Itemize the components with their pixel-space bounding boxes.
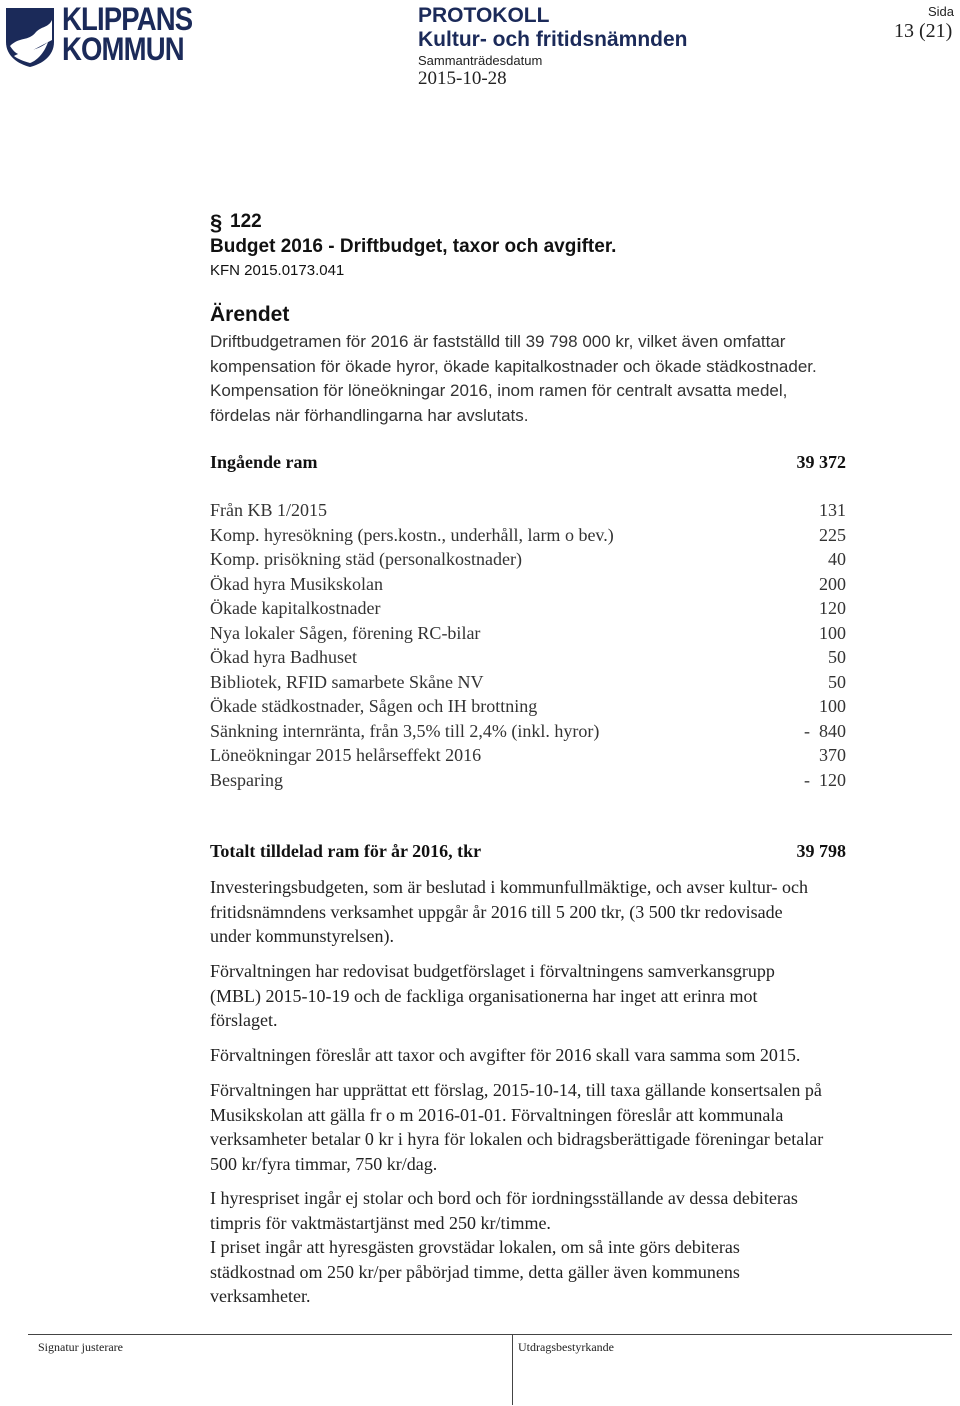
budget-label: Nya lokaler Sågen, förening RC-bilar — [210, 622, 481, 643]
budget-label: Ökade städkostnader, Sågen och IH brottning — [210, 696, 538, 716]
intro-line: Driftbudgetramen för 2016 är fastställd till 39 798 000 kr, vilket även omfattar — [210, 332, 786, 351]
budget-row — [210, 721, 850, 745]
budget-label: Från KB 1/2015 — [210, 500, 327, 520]
investment-paragraph — [210, 875, 940, 949]
rental-terms-paragraph — [210, 1186, 940, 1309]
intro-paragraph — [210, 330, 940, 428]
budget-value: 40 — [828, 549, 846, 569]
budget-label: Sänkning internränta, från 3,5% till 2,4% (inkl. hyror) — [210, 720, 600, 741]
paragraph-line: Förvaltningen har upprättat ett förslag, 2015-10-14, till taxa gällande konsertsalen på — [210, 1080, 822, 1100]
intro-line: fördelas när förhandlingarna har avslutats. — [210, 405, 529, 425]
budget-row — [210, 672, 850, 696]
budget-row — [210, 574, 850, 598]
committee-name: Kultur- och fritidsnämnden — [418, 28, 688, 51]
arendet-heading: Ärendet — [210, 303, 290, 326]
budget-row — [210, 549, 850, 573]
budget-value: 100 — [819, 696, 846, 716]
paragraph-line: (MBL) 2015-10-19 och de fackliga organisationerna har inget att erinra mot — [210, 985, 758, 1006]
budget-value: - 840 — [804, 720, 846, 741]
logo-text-line2: KOMMUN — [62, 31, 184, 67]
budget-row — [210, 598, 850, 622]
budget-label: Ökade kapitalkostnader — [210, 598, 381, 618]
budget-value: 50 — [828, 671, 846, 692]
case-reference: KFN 2015.0173.041 — [210, 262, 345, 279]
budget-label: Ökad hyra Badhuset — [210, 647, 357, 667]
paragraph-line: Förvaltningen föreslår att taxor och avgifter för 2016 skall vara samma som 2015. — [210, 1045, 801, 1065]
budget-value: 225 — [819, 524, 846, 545]
paragraph-line: Musikskolan att gälla fr o m 2016-01-01. Förvaltningen föreslår att kommunala — [210, 1104, 784, 1125]
budget-row — [210, 770, 850, 794]
paragraph-sign: § — [210, 210, 223, 235]
page-label: Sida — [928, 4, 955, 19]
paragraph-line: 500 kr/fyra timmar, 750 kr/dag. — [210, 1153, 438, 1174]
fees-paragraph — [210, 1043, 940, 1068]
paragraph-line: verksamheter. — [210, 1286, 311, 1306]
budget-label: Ökad hyra Musikskolan — [210, 573, 383, 594]
meeting-date: 2015-10-28 — [418, 68, 507, 89]
section-title: Budget 2016 - Driftbudget, taxor och avgifter. — [210, 236, 617, 257]
budget-value: 120 — [819, 598, 846, 618]
budget-row — [210, 500, 850, 524]
budget-label: Komp. hyresökning (pers.kostn., underhåll, larm o bev.) — [210, 524, 614, 545]
budget-total-row — [210, 841, 850, 865]
paragraph-line: Förvaltningen har redovisat budgetförslaget i förvaltningens samverkansgrupp — [210, 961, 775, 981]
intro-line: kompensation för ökade hyror, ökade kapitalkostnader och ökade städkostnader. — [210, 356, 817, 376]
paragraph-line: under kommunstyrelsen). — [210, 926, 394, 946]
municipality-logo — [4, 2, 216, 68]
budget-label: Besparing — [210, 769, 283, 790]
budget-label: Bibliotek, RFID samarbete Skåne NV — [210, 671, 484, 692]
document-type: PROTOKOLL — [418, 4, 550, 27]
budget-value: 50 — [828, 647, 846, 667]
budget-value: 39 372 — [796, 452, 846, 472]
budget-value: 370 — [819, 745, 846, 765]
paragraph-line: städkostnad om 250 kr/per påbörjad timme, detta gäller även kommunens — [210, 1261, 740, 1282]
paragraph-line: I hyrespriset ingår ej stolar och bord och för iordningsställande av dessa debiteras — [210, 1188, 798, 1208]
paragraph-line: timpris för vaktmästartjänst med 250 kr/timme. — [210, 1212, 551, 1233]
section-number: 122 — [230, 211, 262, 232]
budget-value: - 120 — [804, 769, 846, 790]
paragraph-line: Investeringsbudgeten, som är beslutad i kommunfullmäktige, och avser kultur- och — [210, 877, 808, 897]
budget-value: 131 — [819, 500, 846, 520]
budget-label: Komp. prisökning städ (personalkostnader) — [210, 549, 522, 569]
paragraph-line: fritidsnämndens verksamhet uppgår år 2016 till 5 200 tkr, (3 500 tkr redovisade — [210, 901, 783, 922]
meeting-date-label: Sammanträdesdatum — [418, 53, 543, 68]
signature-label: Signatur justerare — [38, 1340, 123, 1354]
budget-total-label: Totalt tilldelad ram för år 2016, tkr — [210, 841, 482, 861]
budget-row — [210, 696, 850, 720]
extract-certification-label: Utdragsbestyrkande — [518, 1340, 614, 1354]
paragraph-line: verksamheter betalar 0 kr i hyra för lokalen och bidragsberättigade föreningar betalar — [210, 1129, 824, 1149]
concert-hall-paragraph — [210, 1078, 940, 1176]
budget-label: Löneökningar 2015 helårseffekt 2016 — [210, 745, 482, 765]
budget-row — [210, 525, 850, 549]
budget-row — [210, 623, 850, 647]
budget-value: 200 — [819, 573, 846, 594]
footer-divider — [28, 1334, 952, 1335]
intro-line: Kompensation för löneökningar 2016, inom ramen för centralt avsatta medel, — [210, 381, 788, 400]
budget-row — [210, 647, 850, 671]
budget-value: 100 — [819, 622, 846, 643]
page-number: 13 (21) — [894, 20, 953, 42]
logo-text-line1: KLIPPANS — [62, 1, 193, 37]
budget-label: Ingående ram — [210, 452, 318, 472]
paragraph-line: förslaget. — [210, 1010, 278, 1030]
budget-row — [210, 745, 850, 769]
budget-opening-row — [210, 452, 850, 476]
budget-total-value: 39 798 — [796, 841, 846, 861]
footer-column-separator — [512, 1335, 513, 1405]
mbl-paragraph — [210, 959, 940, 1033]
shield-logo-icon — [4, 6, 56, 68]
paragraph-line: I priset ingår att hyresgästen grovstädar lokalen, om så inte görs debiteras — [210, 1237, 740, 1257]
